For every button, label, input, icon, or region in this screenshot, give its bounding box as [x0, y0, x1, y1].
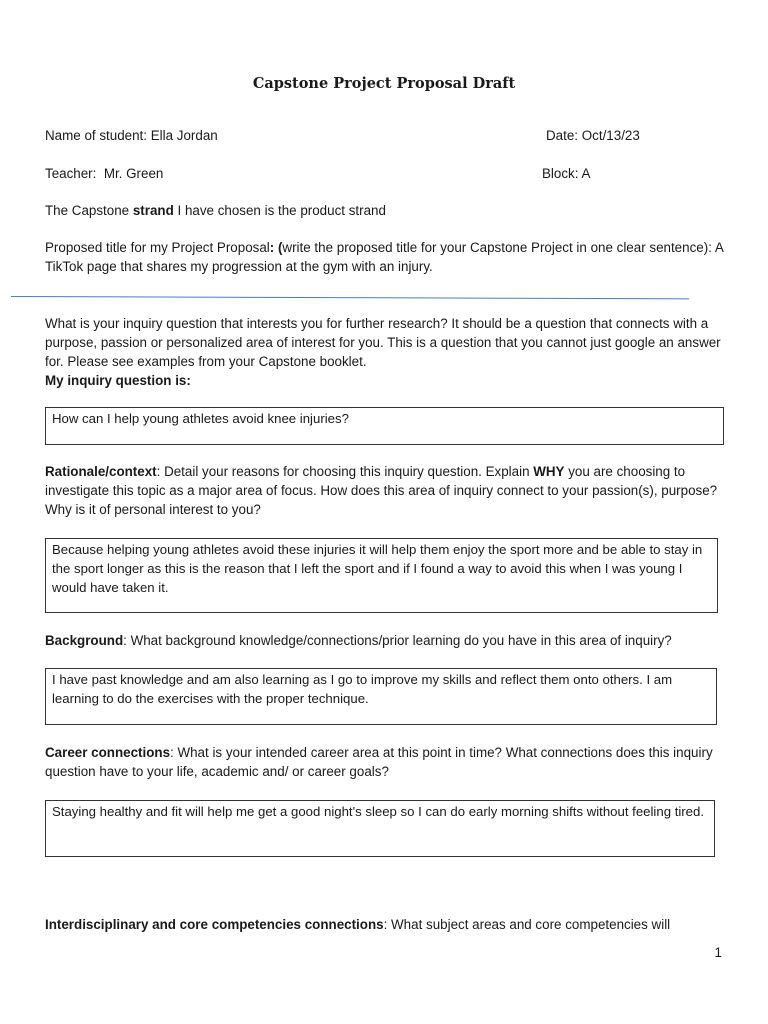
rationale-prompt: [45, 462, 725, 519]
proposed-title-label: Proposed title for my Project Proposal: [45, 240, 270, 255]
rationale-prompt-b: you are choosing to investigate this topic as a major area of focus. How does this area of inquiry connect to your passion(s), purpose? Why is it of personal interest to you?: [45, 464, 718, 517]
career-answer-box[interactable]: Staying healthy and fit will help me get a good night's sleep so I can do early morning shifts without feeling tired.: [45, 800, 715, 857]
teacher-value: Mr. Green: [103, 166, 164, 181]
strand-text-after: I have chosen is the product strand: [173, 203, 386, 218]
proposed-title-text: write the proposed title for your Capstone Project in one clear sentence): A TikTok page that shares my progression at the gym with an injury.: [45, 240, 724, 274]
background-heading: Background: [45, 633, 124, 648]
date-label: Date:: [546, 128, 579, 143]
block-value: A: [581, 166, 591, 181]
teacher-label: Teacher:: [45, 166, 97, 181]
rationale-prompt-bold: WHY: [533, 464, 565, 479]
proposed-title-colon: :: [269, 240, 275, 255]
rationale-heading: Rationale/context: [45, 464, 157, 479]
rationale-answer-box[interactable]: Because helping young athletes avoid these injuries it will help them enjoy the sport more and be able to stay in the sport longer as this is the reason that I left the sport and if I found a way to avoid this when I was young I would have taken it.: [45, 538, 718, 613]
document-title: Capstone Project Proposal Draft: [252, 75, 516, 92]
student-name-value: Ella Jordan: [150, 128, 218, 143]
interdisciplinary-prompt: [45, 915, 670, 934]
career-prompt: [45, 743, 725, 781]
block-line: [542, 164, 590, 183]
interdisciplinary-heading: Interdisciplinary and core competencies connections: [45, 917, 384, 932]
strand-text-before: The Capstone: [45, 203, 133, 218]
inquiry-label: My inquiry question is:: [45, 373, 191, 388]
block-label: Block:: [542, 166, 579, 181]
teacher-line: [45, 164, 163, 183]
student-name-label: Name of student:: [45, 128, 147, 143]
interdisciplinary-prompt-text: : What subject areas and core competencies will: [383, 917, 671, 932]
career-heading: Career connections: [45, 745, 171, 760]
strand-line: [45, 201, 386, 220]
proposed-title-paren: (: [274, 240, 283, 255]
background-answer-box[interactable]: I have past knowledge and am also learning as I go to improve my skills and reflect them onto others. I am learning to do the exercises with the proper technique.: [45, 668, 717, 725]
background-prompt-text: : What background knowledge/connections/prior learning do you have in this area of inquiry?: [123, 633, 672, 648]
strand-bold: strand: [132, 203, 174, 218]
inquiry-answer-box[interactable]: How can I help young athletes avoid knee injuries?: [45, 407, 724, 445]
proposed-title-paragraph: [45, 238, 725, 276]
background-prompt: [45, 631, 672, 650]
student-name-line: [45, 126, 218, 145]
career-prompt-text: : What is your intended career area at this point in time? What connections does this inquiry question have to your life, academic and/ or career goals?: [45, 745, 713, 779]
section-divider: [11, 296, 689, 299]
date-value: Oct/13/23: [581, 128, 640, 143]
inquiry-prompt: What is your inquiry question that interests you for further research? It should be a question that connects with a purpose, passion or personalized area of interest for you. This is a question that you cannot just google an answer for. Please see examples from your Capstone booklet.: [45, 316, 721, 369]
rationale-prompt-a: : Detail your reasons for choosing this inquiry question. Explain: [156, 464, 534, 479]
page-number: 1: [714, 945, 722, 960]
date-line: [546, 126, 640, 145]
